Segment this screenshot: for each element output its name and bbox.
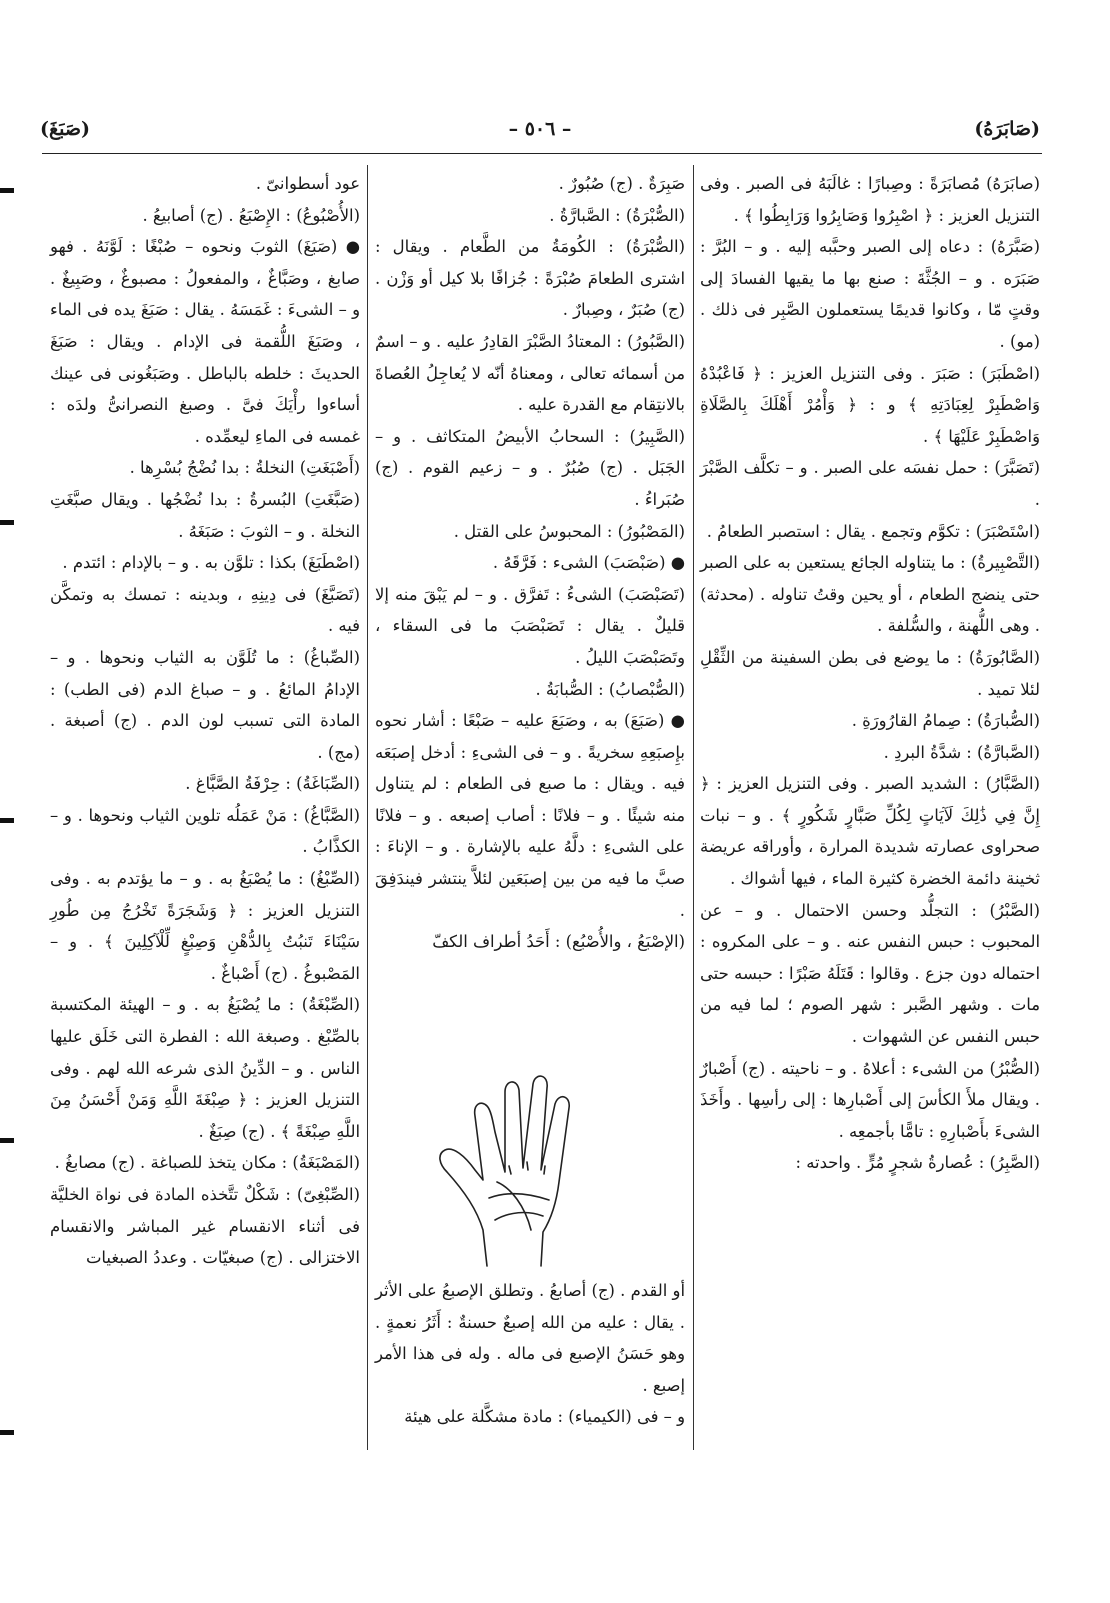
entry: (الإصْبَعُ ، والأُصْبُع) : أَحَدُ أطراف الكفّ (432, 932, 685, 952)
entry: (الصَّبَّارُ) : الشديد الصبر . وفى التنزيل العزيز : ﴿ إِنَّ فِي ذَٰلِكَ لَآيَاتٍ لِكُلِّ صَبَّارٍ شَكُورٍ ﴾ . و – نبات صحراوى عصارته شديدة المرارة ، وأوراقه عريضة ثخينة دائمة الخضرة كثيرة الماء ، فيها أشواك . (700, 774, 1040, 889)
entry: (تَصَبَّغَ) فى دِينِهِ ، وبدينه : تمسك به وتمكَّن فيه . (50, 584, 360, 636)
entry: (الصَّبُورُ) : المعتادُ الصَّبْرَ القادِرُ عليه . و – اسمٌ من أسمائه تعالى ، ومعناهُ أنّه لا يُعاجِلُ العُصاةَ بالانتِقام مع القدرة عليه . (375, 331, 685, 415)
entry: (الصِّبَاغَةُ) : حِرْفَةُ الصَّبَّاغ . (185, 774, 360, 794)
page-header (40, 118, 1040, 148)
entry: (الصِّبْغُ) : ما يُصْبَغُ به . و – ما يؤتدم به . وفى التنزيل العزيز : ﴿ وَشَجَرَةً تَخْرُجُ مِن طُورِ سَيْنَاءَ تَنبُتُ بِالدُّهْنِ وَصِبْغٍ لِّلْآكِلِينَ ﴾ . و – المَصْبوغُ . (ج) أَصْباغٌ . (50, 869, 360, 983)
binding-mark (0, 1430, 14, 1435)
binding-mark (0, 1138, 14, 1143)
entry: (المَصْبُورُ) : المحبوسُ على القتل . (453, 521, 685, 541)
entry: (الصَّابُورَةُ) : ما يوضع فى بطن السفينة من الثِّقْلِ لئلا تميد . (700, 647, 1040, 699)
entry: (صابَرَهُ) مُصابَرَةً : وصِبارًا : غالَبَهُ فى الصبر . وفى التنزيل العزيز : ﴿ اصْبِرُوا وَصَابِرُوا وَرَابِطُوا ﴾ . (700, 174, 1040, 225)
entry: (تَصَبْصَبَ) الشىءُ : تَفرَّق . و – لم يَبْقَ منه إلا قليلٌ . يقال : تَصَبْصَبَ ما فى السقاء ، وتَصَبْصَبَ الليلُ . (375, 584, 685, 667)
entry: (تَصَبَّرَ) : حمل نفسَه على الصبر . و – تكلَّف الصَّبْرَ . (700, 458, 1040, 509)
binding-mark (0, 520, 14, 525)
column-left (50, 168, 360, 1274)
column-divider-right (693, 165, 694, 1450)
entry: (الصُّبْرُ) من الشىء : أعلاهُ . و – ناحيته . (ج) أَصْبارٌ . ويقال ملأَ الكأسَ إلى أَصْبارِها : إلى رأسِها . وأَخَذَ الشىءَ بأَصْبارِهِ : تامًّا بأجمعِه . (700, 1058, 1040, 1141)
entry: (الصِّبْغِىّ) : شَكْلٌ تتَّخذه المادة فى نواة الخليَّة فى أثناء الانقسام غير المباشر والانقسام الاختزالى . (ج) صبغيّات . وعددُ الصبغيات (50, 1185, 360, 1268)
entry: (اسْتَصْبَرَ) : تكوَّم وتجمع . يقال : استصبر الطعامُ . (706, 521, 1040, 541)
entry: (الصُّبْرَةُ) : الكُومَةُ من الطَّعام . ويقال : اشترى الطعامَ صُبْرَةً : جُزافًا بلا كيل أو وَزْن . (ج) صُبَرٌ ، وصِبارٌ . (375, 237, 685, 320)
column-middle (375, 168, 685, 958)
column-divider-left (367, 165, 368, 1450)
binding-mark (0, 188, 14, 193)
column-right (700, 168, 1040, 1179)
page-number: – ٥٠٦ – (508, 118, 572, 140)
entry: (الصِّباغُ) : ما تُلَوَّن به الثياب ونحوها . و – الإدامُ المائعُ . و – صباغ الدم (فى الطب) : المادة التى تسبب لون الدم . (ج) أصبغة . (مج) . (50, 647, 360, 762)
left-guide-word: (صَبَغَ) (40, 118, 90, 140)
header-rule (42, 153, 1042, 154)
entry: (اصْطَبَرَ) : صَبَرَ . وفى التنزيل العزيز : ﴿ فَاعْبُدْهُ وَاصْطَبِرْ لِعِبَادَتِهِ ﴾ و : ﴿ وَأْمُرْ أَهْلَكَ بِالصَّلَاةِ وَاصْطَبِرْ عَلَيْهَا ﴾ . (700, 363, 1040, 446)
entry: (التَّصْبِيرةُ) : ما يتناوله الجائع يستعين به على الصبر حتى ينضج الطعام ، أو يحين وقتُ تناوله . (محدثة) . وهى اللُّهنة ، والسُّلفة . (700, 553, 1040, 636)
entry: صَبِرَةٌ . (ج) صُبُورٌ . (558, 174, 685, 193)
entry: (صَبَّغَتِ) البُسرةُ : بدا نُضْجُها . ويقال صبَّغَتِ النخلة . و – الثوبَ : صَبَغَهُ . (50, 489, 360, 541)
hand-illustration (425, 1070, 625, 1270)
entry: (الصَّبِرُ) : عُصارةُ شجرٍ مُرٍّ . واحدته : (795, 1153, 1040, 1173)
entry: (الصَّبِيرُ) : السحابُ الأبيضُ المتكاثف . و – الجَبَل . (ج) صُبُرٌ . و – زعيم القوم . (ج) صُبَراءُ . (375, 426, 685, 509)
entry: (صَبَّرَهُ) : دعاه إلى الصبر وحبَّبه إليه . و – البُرَّ : صَبَرَه . و – الجُثَّةَ : صنع بها ما يقيها الفسادَ إلى وقتٍ مّا ، وكانوا قديمًا يستعملون الصَّبِر فى ذلك . (مو) . (700, 237, 1040, 351)
entry: ● (صَبَعَ) به ، وصَبَعَ عليه – صَبْعًا : أشار نحوه بإِصبَعِهِ سخريةً . و – فى الشىءِ : أدخل إصبَعَه فيه . ويقال : ما صبع فى الطعام : لم يتناول منه شيئًا . و – فلانًا : أصاب إصبعه . و – فلانًا على الشىءِ : دلَّهُ عليه بالإشارة . و – الإناءَ : صبَّ ما فيه من بين إصبَعَين لئلاَّ ينتشر فيندَفِقَ . (375, 711, 685, 920)
entry: (الصُّبْصابُ) : الصُّبابَةُ . (535, 679, 685, 699)
entry: أو القدم . (ج) أصابعُ . وتطلق الإصبعُ على الأثر . يقال : عليه من الله إصبعٌ حسنةٌ : أَثَرُ نعمةٍ . وهو حَسَنُ الإصبع فى ماله . وله فى هذا الأمر إصبع . (375, 1281, 685, 1395)
entry: ● (صَبَغَ) الثوبَ ونحوه – صُبْغًا : لَوَّنَهُ . فهو صابغ ، وصَبَّاغٌ ، والمفعولُ : مصبوغٌ ، وصَبِيغٌ . و – الشىءَ : غَمَسَهُ . يقال : صَبَغَ يده فى الماء ، وصَبَغَ اللُّقمة فى الإدام . ويقال : صَبَغَ الحديثَ : خلطه بالباطل . وصَبَغُونى فى عينك أساءوا رأْيَكَ فىَّ . وصبغ النصرانىُّ ولدَه : غمسه فى الماءِ ليعمِّده . (50, 237, 360, 446)
column-middle-continued (375, 1275, 685, 1433)
binding-mark (0, 818, 14, 823)
entry: (الصُّبارَةُ) : صِمامُ القارُورَةِ . (851, 711, 1040, 731)
entry: (الصُّبْرَةُ) : الصَّبارَّةُ . (549, 205, 685, 225)
entry: (الصَّبْرُ) : التجلُّد وحسن الاحتمال . و – عن المحبوب : حبس النفس عنه . و – على المكروه : احتماله دون جزع . وقالوا : قَتَلَهُ صَبْرًا : حبسه حتى مات . وشهر الصَّبر : شهر الصوم ؛ لما فيه من حبس النفس عن الشهوات . (700, 900, 1040, 1047)
entry: (الصَّبَّاغُ) : مَنْ عَمَلُه تلوين الثياب ونحوها . و – الكذَّابُ . (50, 805, 360, 857)
entry: (المَصْبَغَةُ) : مكان يتخذ للصباغة . (ج) مصابغُ . (54, 1153, 360, 1173)
entry: و – فى (الكيمياء) : مادة مشكَّلة على هيئة (404, 1407, 685, 1427)
entry: (الصِّبْغَةُ) : ما يُصْبَغُ به . و – الهيئة المكتسبة بالصِّبْغ . وصبغة الله : الفطرة التى خَلَق عليها الناس . و – الدِّينُ الذى شرعه الله لهم . وفى التنزيل العزيز : ﴿ صِبْغَةَ اللَّهِ وَمَنْ أَحْسَنُ مِنَ اللَّهِ صِبْغَةً ﴾ . (ج) صِبَغٌ . (50, 995, 360, 1141)
entry: (اصْطَبَغَ) بكذا : تلوَّن به . و – بالإدام : ائتدم . (62, 553, 360, 573)
entry: (الصَّبارَّةُ) : شدَّةُ البردِ . (883, 742, 1040, 762)
entry: عود أسطوانىّ . (255, 174, 360, 193)
right-guide-word: (صَابَرَهُ) (974, 118, 1040, 140)
entry: (أَصْبَغَتِ) النخلةُ : بدا نُضْجُ بُسْرِها . (129, 458, 360, 478)
entry: (الأُصْبُوعُ) : الإِصْبَعُ . (ج) أصابيعُ . (142, 205, 360, 225)
entry: ● (صَبْصَبَ) الشىء : فَرَّقَهُ . (492, 553, 685, 573)
